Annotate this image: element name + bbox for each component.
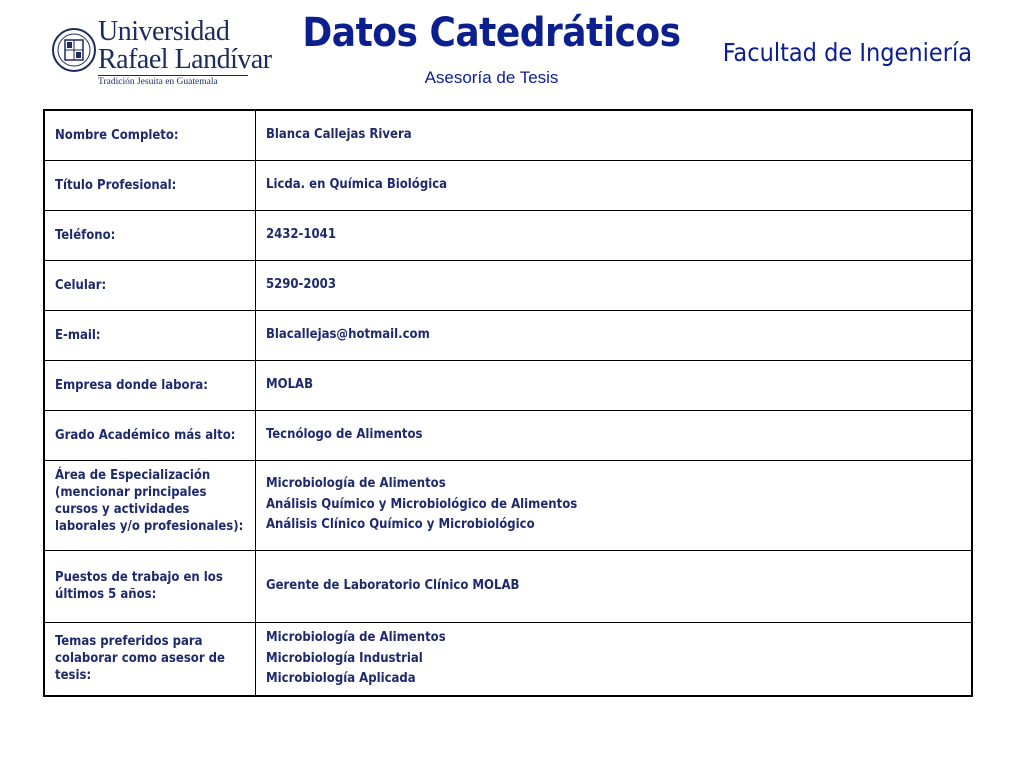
value-line: Licda. en Química Biológica	[266, 176, 448, 192]
row-value	[256, 550, 973, 622]
table-row	[44, 622, 972, 696]
table-row	[44, 360, 972, 410]
row-value	[256, 410, 973, 460]
value-line: Microbiología Aplicada	[266, 671, 416, 686]
value-line: 2432-1041	[266, 226, 336, 242]
row-label: Temas preferidos para colaborar como asesor de tesis:	[44, 622, 256, 696]
email-value: Blacallejas@hotmail.com	[266, 326, 430, 342]
logo-university-name-2: Rafael Landívar	[98, 44, 272, 75]
logo-university-name: Universidad	[98, 16, 230, 47]
page-subtitle: Asesoría de Tesis	[424, 68, 559, 87]
value-line: Análisis Clínico Químico y Microbiológico	[266, 517, 535, 533]
row-value	[256, 210, 973, 260]
row-value	[256, 622, 973, 696]
page-title: Datos Catedráticos	[302, 10, 681, 56]
value-line: MOLAB	[266, 376, 313, 392]
value-line: Microbiología de Alimentos	[266, 476, 446, 492]
row-label: Celular:	[44, 260, 256, 310]
value-line: Análisis Químico y Microbiológico de Alimentos	[266, 496, 578, 512]
row-label: Empresa donde labora:	[44, 360, 256, 410]
row-label: Teléfono:	[44, 210, 256, 260]
row-label: Puestos de trabajo en los últimos 5 años:	[44, 550, 256, 622]
value-line: Tecnólogo de Alimentos	[266, 426, 423, 442]
table-row	[44, 210, 972, 260]
row-value	[256, 160, 973, 210]
value-line: 5290-2003	[266, 276, 336, 292]
table-row	[44, 550, 972, 622]
table-row	[44, 160, 972, 210]
faculty-name: Facultad de Ingeniería	[722, 38, 972, 67]
table-row	[44, 260, 972, 310]
row-label: Grado Académico más alto:	[44, 410, 256, 460]
value-line: Microbiología de Alimentos	[266, 630, 446, 645]
table-row	[44, 460, 972, 550]
row-value	[256, 110, 973, 160]
logo-divider	[98, 75, 248, 76]
logo-tagline: Tradición Jesuita en Guatemala	[98, 77, 218, 87]
row-value	[256, 260, 973, 310]
table-row	[44, 410, 972, 460]
university-logo	[52, 16, 272, 92]
value-line: Blanca Callejas Rivera	[266, 127, 412, 142]
row-value	[256, 360, 973, 410]
value-line: Microbiología Industrial	[266, 650, 423, 666]
table-row	[44, 310, 972, 360]
row-label: E-mail:	[44, 310, 256, 360]
professor-data-table	[43, 109, 973, 697]
table-row	[44, 110, 972, 160]
row-label: Nombre Completo:	[44, 110, 256, 160]
row-label: Título Profesional:	[44, 160, 256, 210]
row-label: Área de Especialización (mencionar principales cursos y actividades laborales y/o profesionales):	[44, 460, 256, 550]
row-value	[256, 310, 973, 360]
value-line: Gerente de Laboratorio Clínico MOLAB	[266, 577, 520, 593]
row-value	[256, 460, 973, 550]
